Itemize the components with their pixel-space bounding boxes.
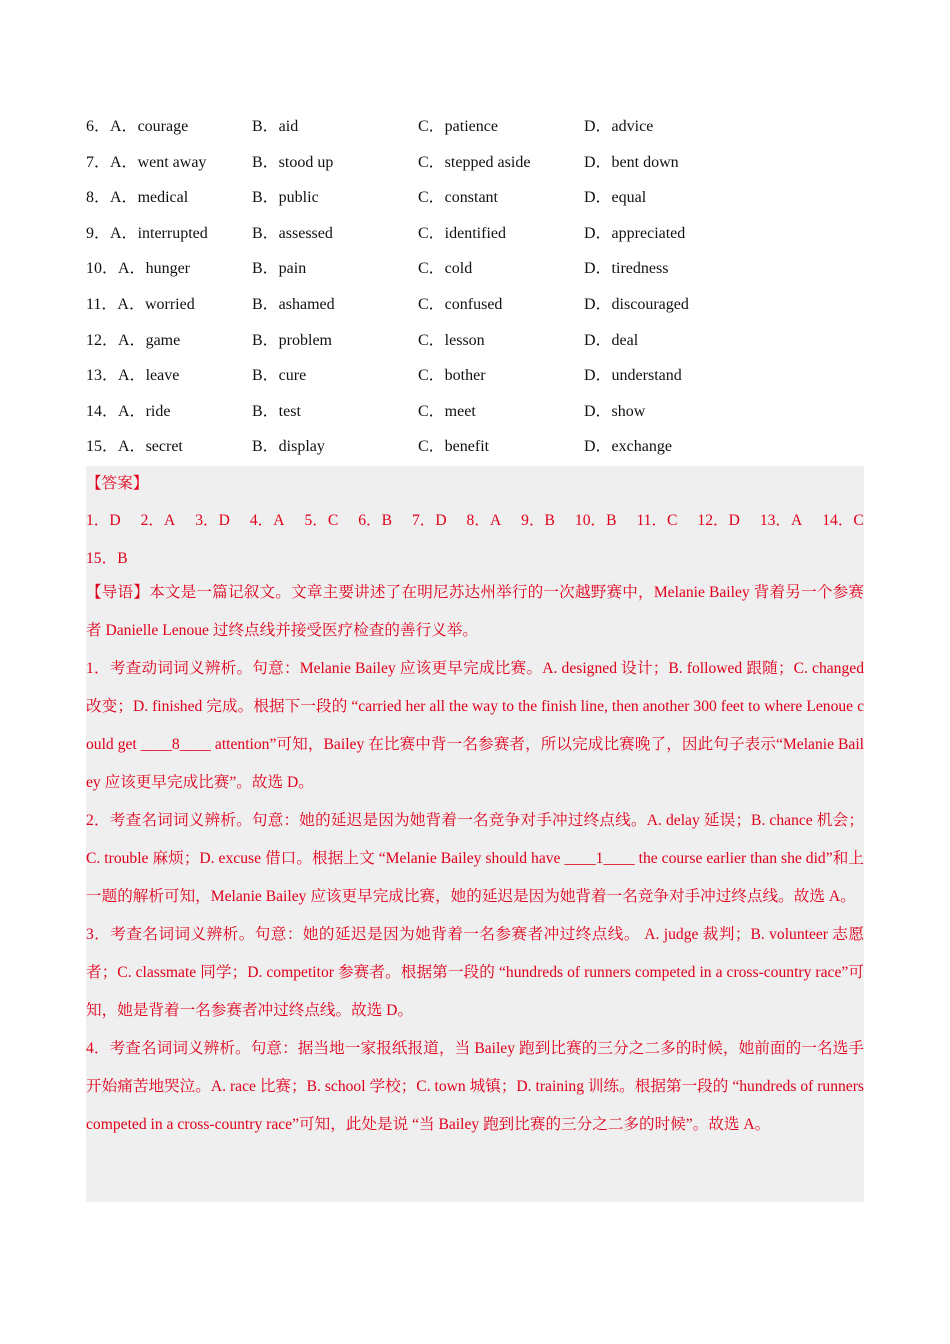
answer-key: 9．B [521,512,555,529]
option-c: C．lesson [418,331,485,349]
answer-keys [86,502,864,578]
answer-key: 15．B [86,550,128,567]
option-d: D．bent down [584,153,679,171]
guide-paragraph: 【导语】本文是一篇记叙文。文章主要讲述了在明尼苏达州举行的一次越野赛中，Melanie Bailey 背着另一个参赛者 Danielle Lenoue 过终点线并接受医疗检查的善行义举。 [86,584,864,639]
option-b: B．pain [252,260,307,278]
option-a: 13．A．leave [86,367,180,385]
option-d: D．show [584,402,646,420]
option-c: C．patience [418,118,498,135]
option-b: B．display [252,438,325,456]
answer-key: 6．B [358,512,392,529]
option-c: C．stepped aside [418,153,531,171]
option-a: 11．A．worried [86,295,195,313]
question-row [86,358,866,394]
option-d: D．equal [584,189,647,207]
question-row [86,394,866,430]
answer-key: 1．D [86,512,121,529]
option-b: B．cure [252,367,307,385]
question-row [86,145,866,181]
explanation-item: 1．考查动词词义辨析。句意：Melanie Bailey 应该更早完成比赛。A. designed 设计；B. followed 跟随；C. changed 改变；D. finished 完成。根据下一段的 “carried her all the way to the finish line, then another 300 feet to where Lenoue could get ____8____ attention”可知，Bailey 在比赛中背一名参赛者，所以完成比赛晚了，因此句子表示“Melanie Bailey 应该更早完成比赛”。故选 D。 [86,660,864,791]
explanation-item: 2．考查名词词义辨析。句意：她的延迟是因为她背着一名竞争对手冲过终点线。A. delay 延误；B. chance 机会；C. trouble 麻烦；D. excuse 借口。根据上文 “Melanie Bailey should have ____1____ the course earlier than she did”和上一题的解析可知，Melanie Bailey 应该更早完成比赛，她的延迟是因为她背着一名竞争对手冲过终点线。故选 A。 [86,812,864,905]
option-c: C．benefit [418,438,490,456]
explanation-item: 4．考查名词词义辨析。句意：据当地一家报纸报道，当 Bailey 跑到比赛的三分之二多的时候，她前面的一名选手开始痛苦地哭泣。A. race 比赛；B. school 学校；C. town 城镇；D. training 训练。根据第一段的 “hundreds of runners competed in a cross-country race”可知，此处是说 “当 Bailey 跑到比赛的三分之二多的时候”。故选 A。 [86,1040,864,1133]
option-b: B．public [252,189,319,207]
option-d: D．discouraged [584,295,689,313]
question-row [86,180,866,216]
answer-title: 【答案】 [86,475,149,492]
option-a: 15．A．secret [86,438,183,456]
options-list [86,109,866,465]
explanation-item: 3．考查名词词义辨析。句意：她的延迟是因为她背着一名参赛者冲过终点线。 A. judge 裁判；B. volunteer 志愿者；C. classmate 同学；D. competitor 参赛者。根据第一段的 “hundreds of runners competed in a cross-country race”可知，她是背着一名参赛者冲过终点线。故选 D。 [86,926,864,1019]
answer-key: 7．D [411,512,447,529]
option-c: C．cold [418,260,473,278]
option-b: B．ashamed [252,295,335,313]
option-d: D．tiredness [584,260,669,278]
answer-key: 14．C [822,512,864,529]
option-d: D．advice [584,118,654,135]
option-a: 9．A．interrupted [86,224,208,242]
option-c: C．confused [418,295,503,313]
option-d: D．understand [584,367,682,385]
answer-key: 5．C [304,512,339,529]
option-b: B．test [252,402,301,420]
option-a: 8．A．medical [86,189,189,207]
answer-key: 10．B [574,512,617,529]
option-a: 14．A．ride [86,402,171,420]
answer-key: 4．A [249,512,285,529]
option-d: D．appreciated [584,224,686,242]
option-b: B．problem [252,331,332,349]
answer-section [86,466,864,1202]
answer-key: 11．C [636,512,678,529]
option-b: B．assessed [252,224,333,242]
option-b: B．stood up [252,153,334,171]
option-c: C．constant [418,189,498,207]
option-d: D．exchange [584,438,672,456]
option-a: 12．A．game [86,331,181,349]
answer-key: 12．D [697,512,740,529]
answer-key: 3．D [195,512,230,529]
question-row [86,323,866,359]
question-row [86,429,866,465]
option-a: 6．A．courage [86,118,189,135]
option-a: 7．A．went away [86,153,207,171]
question-row [86,109,866,145]
explanation [86,574,864,1144]
option-d: D．deal [584,331,639,349]
option-c: C．meet [418,402,476,420]
option-a: 10．A．hunger [86,260,190,278]
question-row [86,287,866,323]
question-row [86,216,866,252]
option-b: B．aid [252,118,299,135]
option-c: C．bother [418,367,486,385]
answer-key: 2．A [140,512,176,529]
answer-key: 13．A [759,512,803,529]
answer-key: 8．A [466,512,502,529]
option-c: C．identified [418,224,506,242]
question-row [86,251,866,287]
